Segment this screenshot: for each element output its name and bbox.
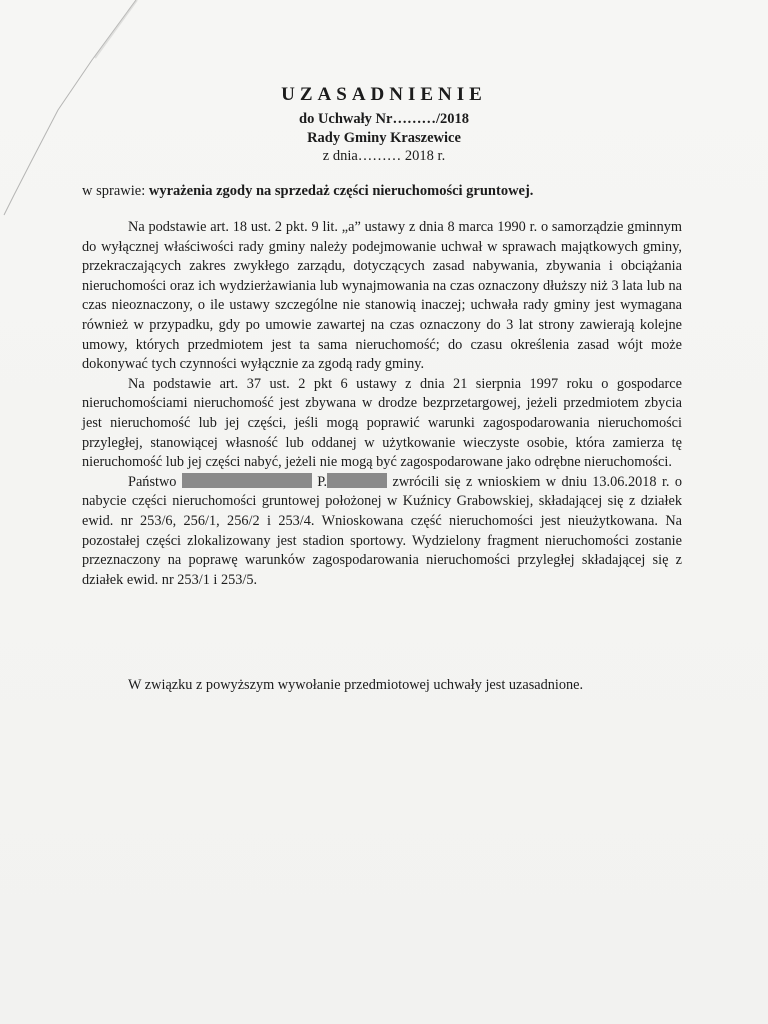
redacted-first-name	[182, 473, 312, 488]
document-body	[82, 218, 682, 590]
document-date: z dnia……… 2018 r.	[322, 148, 446, 164]
paragraph-request-initial: P.	[311, 473, 328, 490]
paragraph-request-start: Państwo	[128, 473, 182, 490]
paragraph-request	[82, 473, 682, 591]
closing-text: W związku z powyższym wywołanie przedmiotowej uchwały jest uzasadnione.	[128, 677, 584, 693]
paragraph-request-rest: zwrócili się z wnioskiem w dniu 13.06.2018 r. o nabycie części nieruchomości gruntowej położonej w Kuźnicy Grabowskiej, składającej się z działek ewid. nr 253/6, 256/1, 256/2 i 253/4. Wnioskowana część nieruchomości jest nieużytkowana. Na pozostałej części zlokalizowany jest stadion sportowy. Wydzielony fragment nieruchomości zostanie przeznaczony na poprawę warunków zagospodarowania nieruchomości przyległej składającej się z działek ewid. nr 253/1 i 253/5.	[82, 473, 683, 588]
council-name: Rady Gminy Kraszewice	[307, 130, 461, 146]
document-title: UZASADNIENIE	[281, 84, 487, 105]
subject-text: wyrażenia zgody na sprzedaż części nieruchomości gruntowej.	[148, 183, 534, 199]
subject-prefix: w sprawie:	[82, 183, 149, 199]
paragraph-legal-basis-1: Na podstawie art. 18 ust. 2 pkt. 9 lit. „a” ustawy z dnia 8 marca 1990 r. o samorządzie gminnym do wyłącznej właściwości rady gminy należy podejmowanie uchwał w sprawach majątkowych gminy, przekraczających zakres zwykłego zarządu, dotyczących zasad nabywania, zbywania i obciążania nieruchomości oraz ich wydzierżawiania lub wynajmowania na czas oznaczony dłuższy niż 3 lata lub na czas nieoznaczony, o ile ustawy szczególne nie stanowią inaczej; uchwała rady gminy jest wymagana również w przypadku, gdy po umowie zawartej na czas oznaczony do 3 lat strony zawierają kolejne umowy, których przedmiotem jest ta sama nieruchomość; do czasu określenia zasad wójt może dokonywać tych czynności wyłącznie za zgodą rady gminy.	[82, 219, 682, 373]
closing-statement	[82, 676, 682, 696]
subject-line	[82, 183, 682, 200]
resolution-number: do Uchwały Nr………/2018	[299, 111, 469, 127]
paragraph-legal-basis-2: Na podstawie art. 37 ust. 2 pkt 6 ustawy z dnia 21 sierpnia 1997 roku o gospodarce nieruchomościami nieruchomość jest zbywana w drodze bezprzetargowej, jeżeli przedmiotem zbycia jest nieruchomość lub jej części, jeśli mogą poprawić warunki zagospodarowania nieruchomości przyległej, stanowiącej własność lub oddanej w użytkowanie wieczyste osobie, która zamierza tę nieruchomość lub jej części nabyć, jeżeli nie mogą być zagospodarowane jako odrębne nieruchomości.	[82, 375, 682, 471]
redacted-surname	[327, 473, 387, 488]
